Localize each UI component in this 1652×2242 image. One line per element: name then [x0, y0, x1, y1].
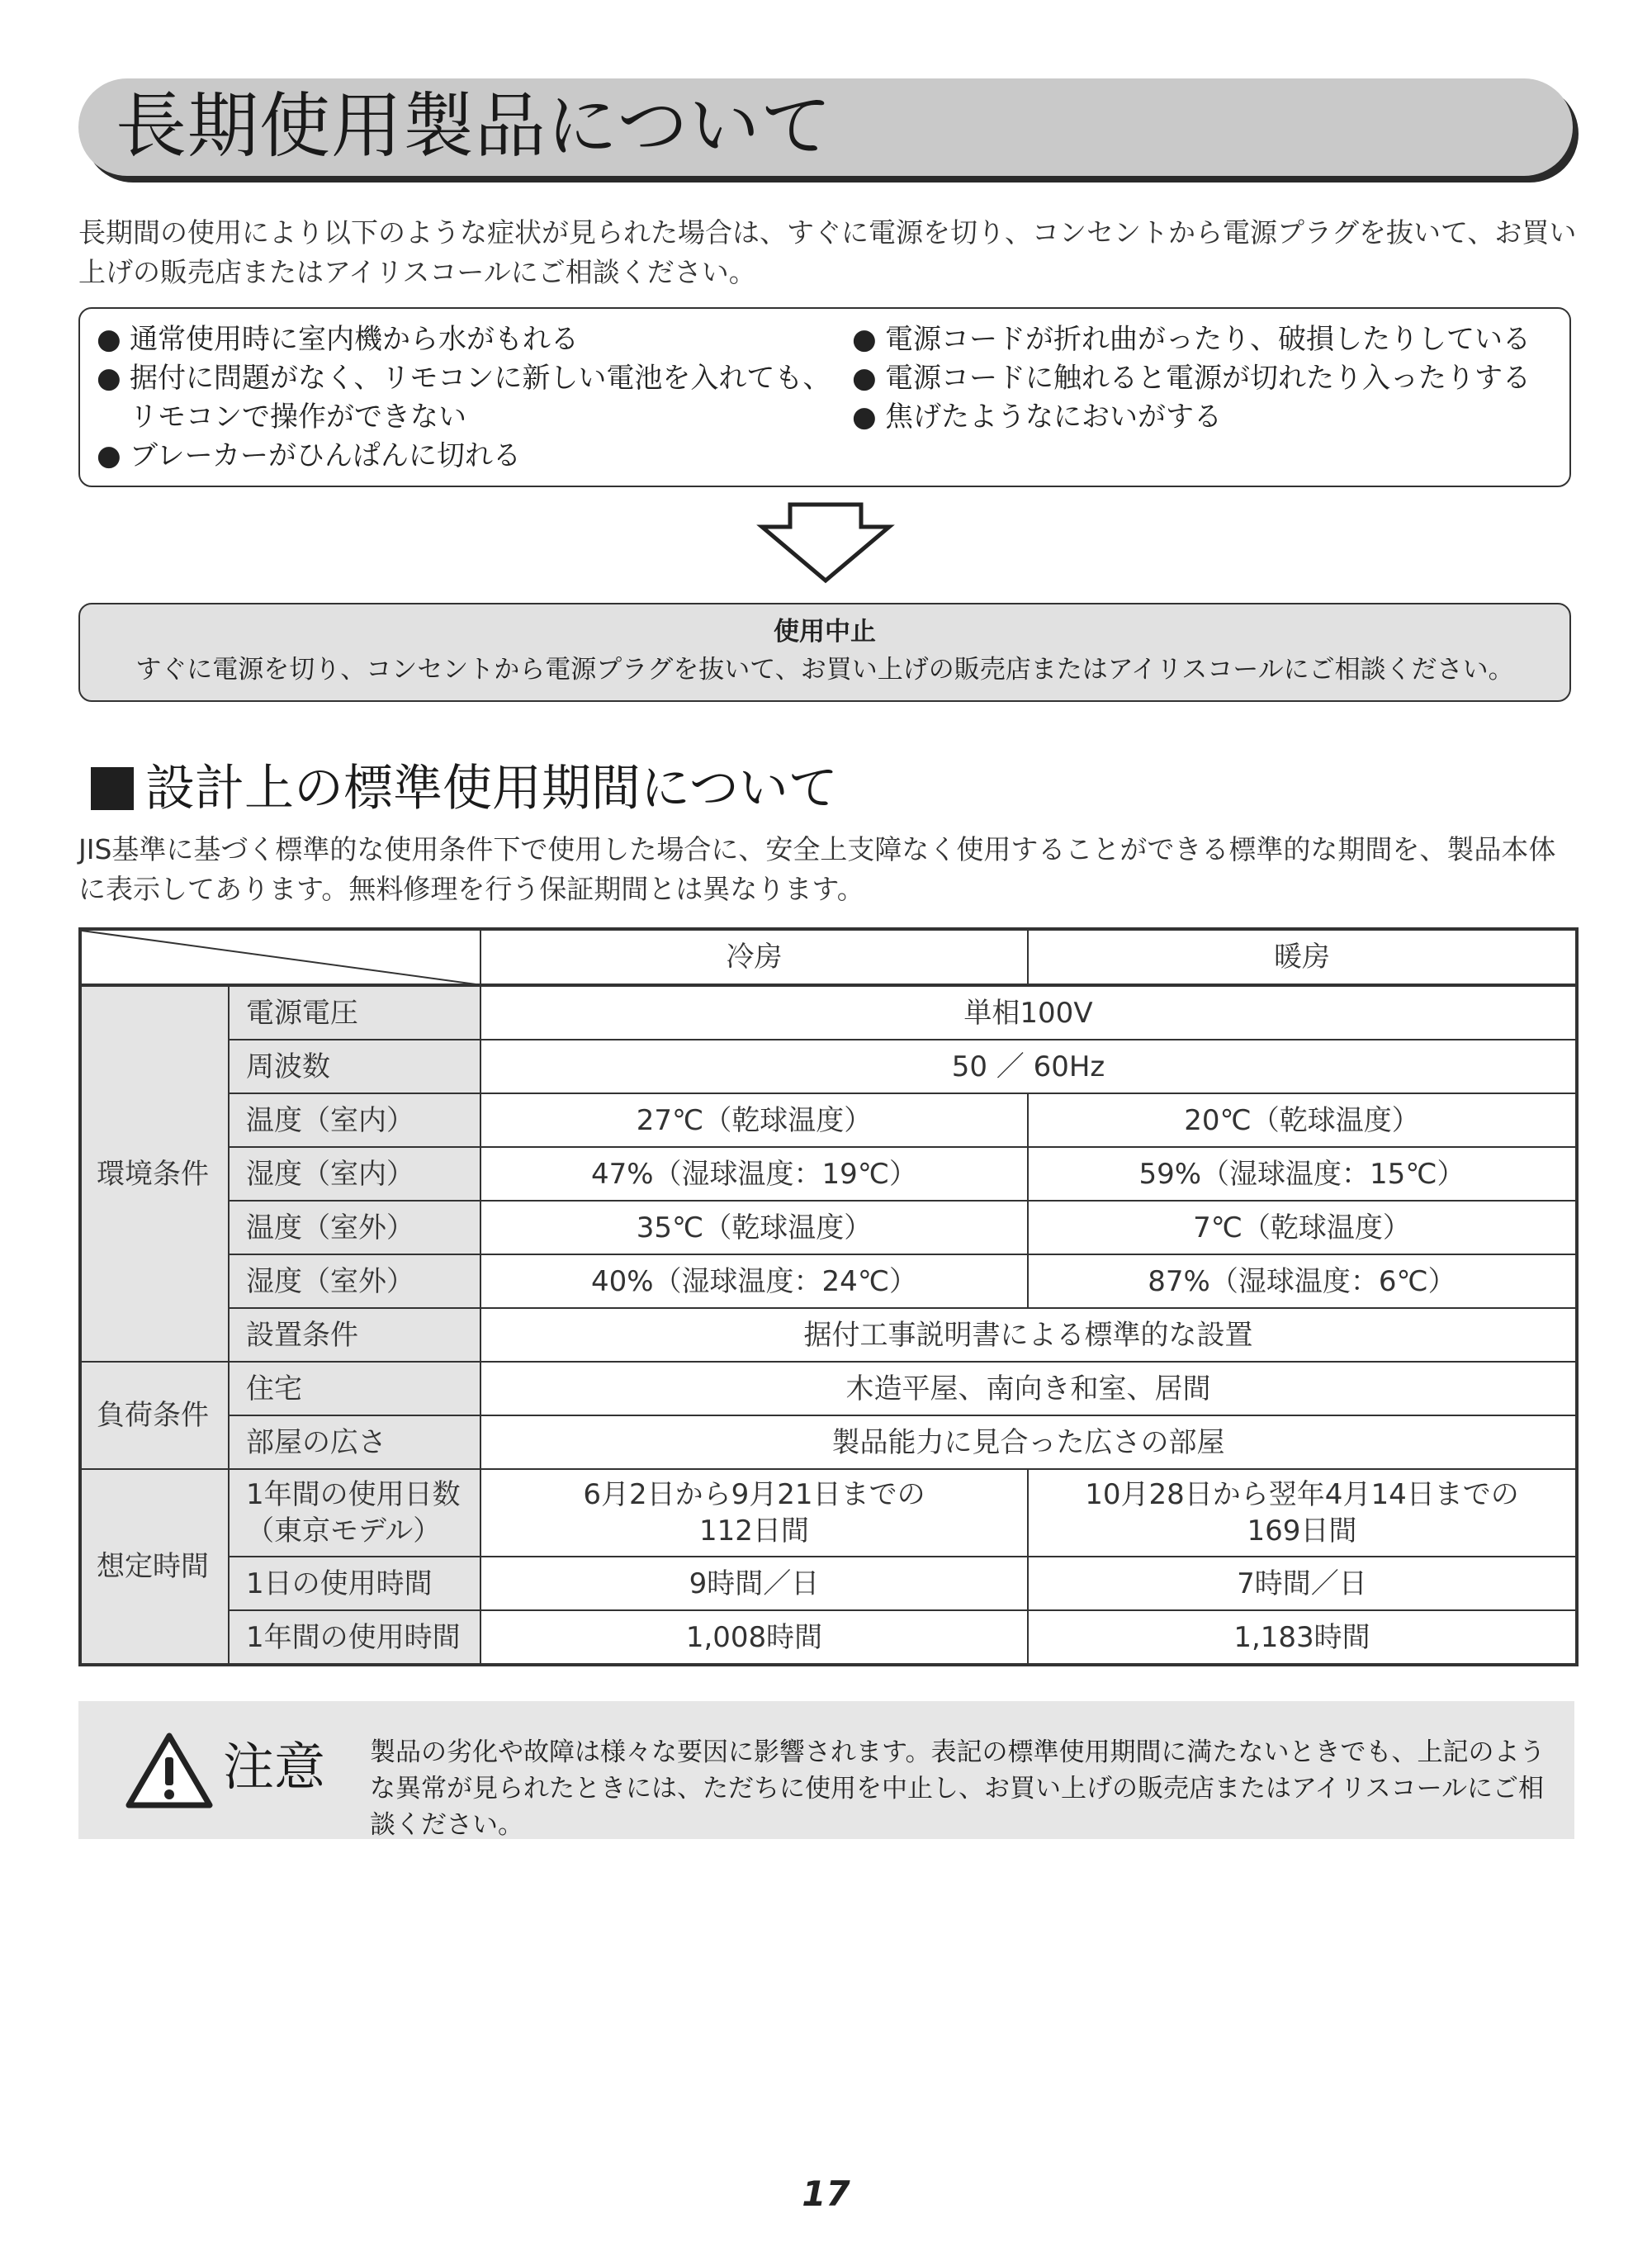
- caution-label: 注意: [223, 1737, 326, 1797]
- title-banner: [78, 78, 1573, 176]
- section-description: JIS基準に基づく標準的な使用条件下で使用した場合に、安全上支障なく使用することができる標準的な期間を、製品本体に表示してあります。無料修理を行う保証期間とは異なります。: [78, 833, 1556, 905]
- table-cell: 27℃（乾球温度）: [480, 1093, 1028, 1147]
- row-label: 電源電圧: [229, 985, 480, 1040]
- table-row: [80, 1147, 1577, 1201]
- table-cell: 6月2日から9月21日までの 112日間: [480, 1469, 1028, 1557]
- table-cell: 据付工事説明書による標準的な設置: [480, 1308, 1577, 1362]
- table-row: [80, 1610, 1577, 1665]
- table-cell: 47%（湿球温度：19℃）: [480, 1147, 1028, 1201]
- table-row: [80, 1254, 1577, 1308]
- table-cell: 35℃（乾球温度）: [480, 1201, 1028, 1254]
- row-label: 住宅: [229, 1362, 480, 1415]
- table-row: [80, 1557, 1577, 1610]
- header-heating: 暖房: [1028, 929, 1577, 985]
- caution-text: 製品の劣化や故障は様々な要因に影響されます。表記の標準使用期間に満たないときでも、上記のような異常が見られたときには、ただちに使用を中止し、お買い上げの販売店またはアイリスコールにご相談ください。: [370, 1737, 1545, 1840]
- symptom-list-right: [852, 320, 1562, 437]
- bullet-icon: ●: [852, 401, 877, 434]
- bullet-icon: ●: [852, 362, 877, 395]
- row-label: 部屋の広さ: [229, 1415, 480, 1469]
- usage-period-table: [78, 927, 1579, 1666]
- row-label: 湿度（室内）: [229, 1147, 480, 1201]
- warning-icon: [124, 1731, 215, 1810]
- table-header-row: [80, 929, 1577, 985]
- table-cell: 59%（湿球温度：15℃）: [1028, 1147, 1577, 1201]
- bullet-icon: ●: [97, 439, 121, 472]
- table-row: [80, 1415, 1577, 1469]
- table-row: [80, 1308, 1577, 1362]
- table-row: [80, 1469, 1577, 1557]
- row-label: 1日の使用時間: [229, 1557, 480, 1610]
- section-title: 設計上の標準使用期間について: [91, 756, 838, 822]
- row-label: 湿度（室外）: [229, 1254, 480, 1308]
- table-cell: 9時間／日: [480, 1557, 1028, 1610]
- page-number: 17: [802, 2173, 850, 2214]
- row-label: 周波数: [229, 1040, 480, 1093]
- table-cell: 20℃（乾球温度）: [1028, 1093, 1577, 1147]
- table-cell: 50 ／ 60Hz: [480, 1040, 1577, 1093]
- intro-text: 長期間の使用により以下のような症状が見られた場合は、すぐに電源を切り、コンセントから電源プラグを抜いて、お買い上げの販売店またはアイリスコールにご相談ください。: [78, 216, 1577, 288]
- caution-box: [78, 1701, 1574, 1839]
- table-cell: 木造平屋、南向き和室、居間: [480, 1362, 1577, 1415]
- list-item: ● 据付に問題がなく、リモコンに新しい電池を入れても、リモコンで操作ができない: [97, 359, 840, 437]
- square-bullet-icon: [91, 767, 134, 810]
- table-row: [80, 985, 1577, 1040]
- bullet-icon: ●: [97, 323, 121, 356]
- stop-title: 使用中止: [774, 617, 876, 647]
- stop-notice: [78, 603, 1571, 702]
- bullet-icon: ●: [852, 323, 877, 356]
- table-cell: 1,008時間: [480, 1610, 1028, 1665]
- table-row: [80, 1201, 1577, 1254]
- table-cell: 10月28日から翌年4月14日までの 169日間: [1028, 1469, 1577, 1557]
- list-item: ● 電源コードに触れると電源が切れたり入ったりする: [852, 359, 1562, 398]
- group-label-env: 環境条件: [80, 985, 229, 1362]
- table-cell: 製品能力に見合った広さの部屋: [480, 1415, 1577, 1469]
- list-item: ● 焦げたようなにおいがする: [852, 398, 1562, 437]
- table-cell: 7時間／日: [1028, 1557, 1577, 1610]
- row-label: 1年間の使用時間: [229, 1610, 480, 1665]
- list-item: ● ブレーカーがひんぱんに切れる: [97, 437, 840, 476]
- row-label: 1年間の使用日数 （東京モデル）: [229, 1469, 480, 1557]
- row-label: 温度（室内）: [229, 1093, 480, 1147]
- row-label: 設置条件: [229, 1308, 480, 1362]
- stop-text: すぐに電源を切り、コンセントから電源プラグを抜いて、お買い上げの販売店またはアイリスコールにご相談ください。: [135, 655, 1514, 685]
- table-row: [80, 1040, 1577, 1093]
- table-cell: 40%（湿球温度：24℃）: [480, 1254, 1028, 1308]
- table-cell: 単相100V: [480, 985, 1577, 1040]
- table-corner: [80, 929, 480, 985]
- group-label-load: 負荷条件: [80, 1362, 229, 1469]
- group-label-time: 想定時間: [80, 1469, 229, 1665]
- symptom-list-left: [97, 320, 840, 476]
- down-arrow-icon: [755, 502, 896, 585]
- table-cell: 1,183時間: [1028, 1610, 1577, 1665]
- table-cell: 87%（湿球温度：6℃）: [1028, 1254, 1577, 1308]
- list-item: ● 通常使用時に室内機から水がもれる: [97, 320, 840, 359]
- table-row: [80, 1093, 1577, 1147]
- symptom-box: [78, 307, 1571, 487]
- table-row: [80, 1362, 1577, 1415]
- header-cooling: 冷房: [480, 929, 1028, 985]
- page-title: 長期使用製品について: [116, 85, 833, 168]
- list-item: ● 電源コードが折れ曲がったり、破損したりしている: [852, 320, 1562, 359]
- table-cell: 7℃（乾球温度）: [1028, 1201, 1577, 1254]
- row-label: 温度（室外）: [229, 1201, 480, 1254]
- bullet-icon: ●: [97, 362, 121, 395]
